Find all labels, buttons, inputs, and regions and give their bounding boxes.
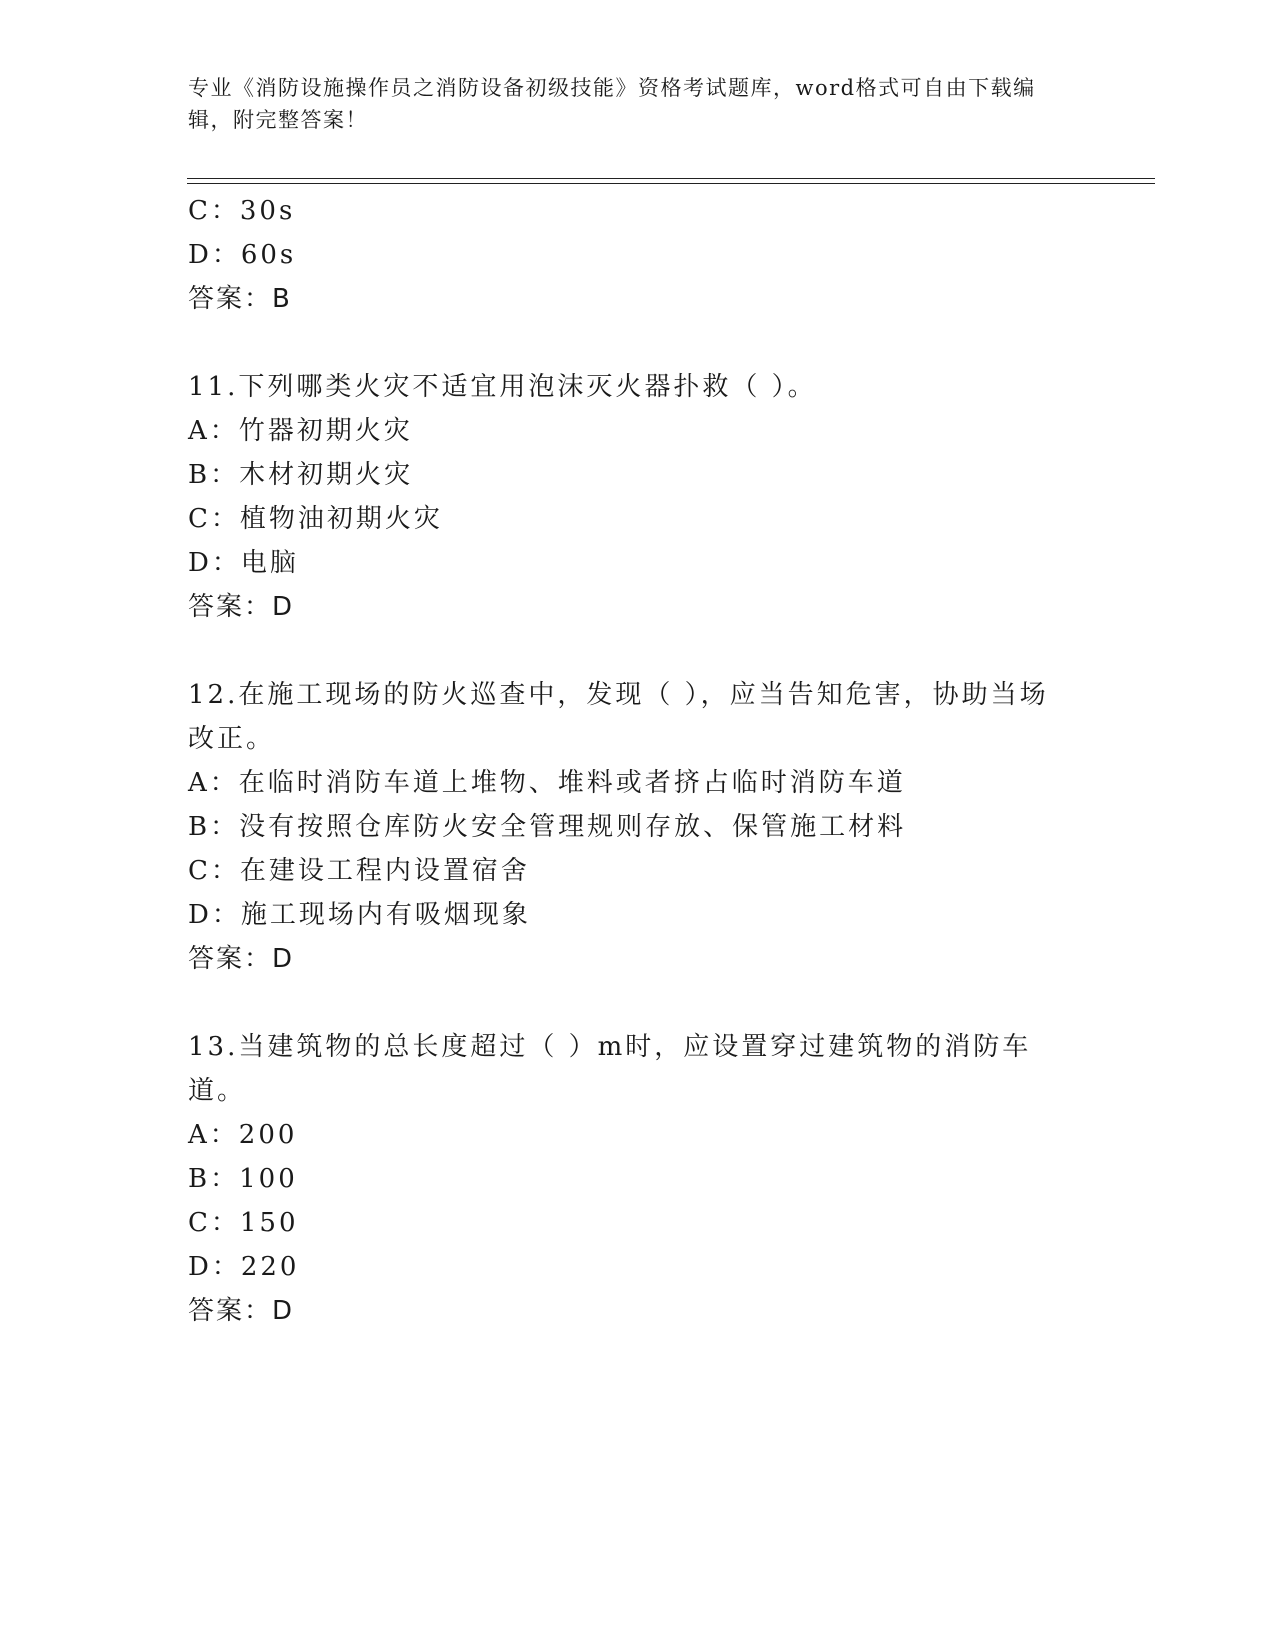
option-d: D：60s <box>188 240 297 270</box>
option-c: C：30s <box>188 196 296 226</box>
question-stem-11: 11.下列哪类火灾不适宜用泡沫灭火器扑救（ ）。 <box>188 372 817 402</box>
question-stem-13: 13.当建筑物的总长度超过（ ）m时，应设置穿过建筑物的消防车道。 <box>188 1032 1032 1106</box>
option-d: D：220 <box>188 1252 300 1282</box>
option-b: B：100 <box>188 1164 298 1194</box>
option-d: D：施工现场内有吸烟现象 <box>188 900 531 930</box>
answer-line: 答案：D <box>188 944 295 974</box>
option-b: B：没有按照仓库防火安全管理规则存放、保管施工材料 <box>188 812 907 842</box>
option-c: C：在建设工程内设置宿舍 <box>188 856 530 886</box>
option-a: A：在临时消防车道上堆物、堆料或者挤占临时消防车道 <box>188 768 906 798</box>
option-b: B：木材初期火灾 <box>188 460 414 490</box>
header-rule-bottom <box>187 183 1155 184</box>
answer-line: 答案：D <box>188 592 295 622</box>
option-d: D：电脑 <box>188 548 299 578</box>
option-c: C：植物油初期火灾 <box>188 504 443 534</box>
option-a: A：200 <box>188 1120 298 1150</box>
option-c: C：150 <box>188 1208 299 1238</box>
option-a: A：竹器初期火灾 <box>188 416 413 446</box>
header-rule-top <box>187 178 1155 179</box>
answer-line: 答案：D <box>188 1296 295 1326</box>
header-note: 专业《消防设施操作员之消防设备初级技能》资格考试题库，word格式可自由下载编辑，附完整答案！ <box>188 76 1036 132</box>
question-stem-12: 12.在施工现场的防火巡查中，发现（ ），应当告知危害，协助当场改正。 <box>188 680 1049 754</box>
answer-line: 答案：B <box>188 284 292 314</box>
